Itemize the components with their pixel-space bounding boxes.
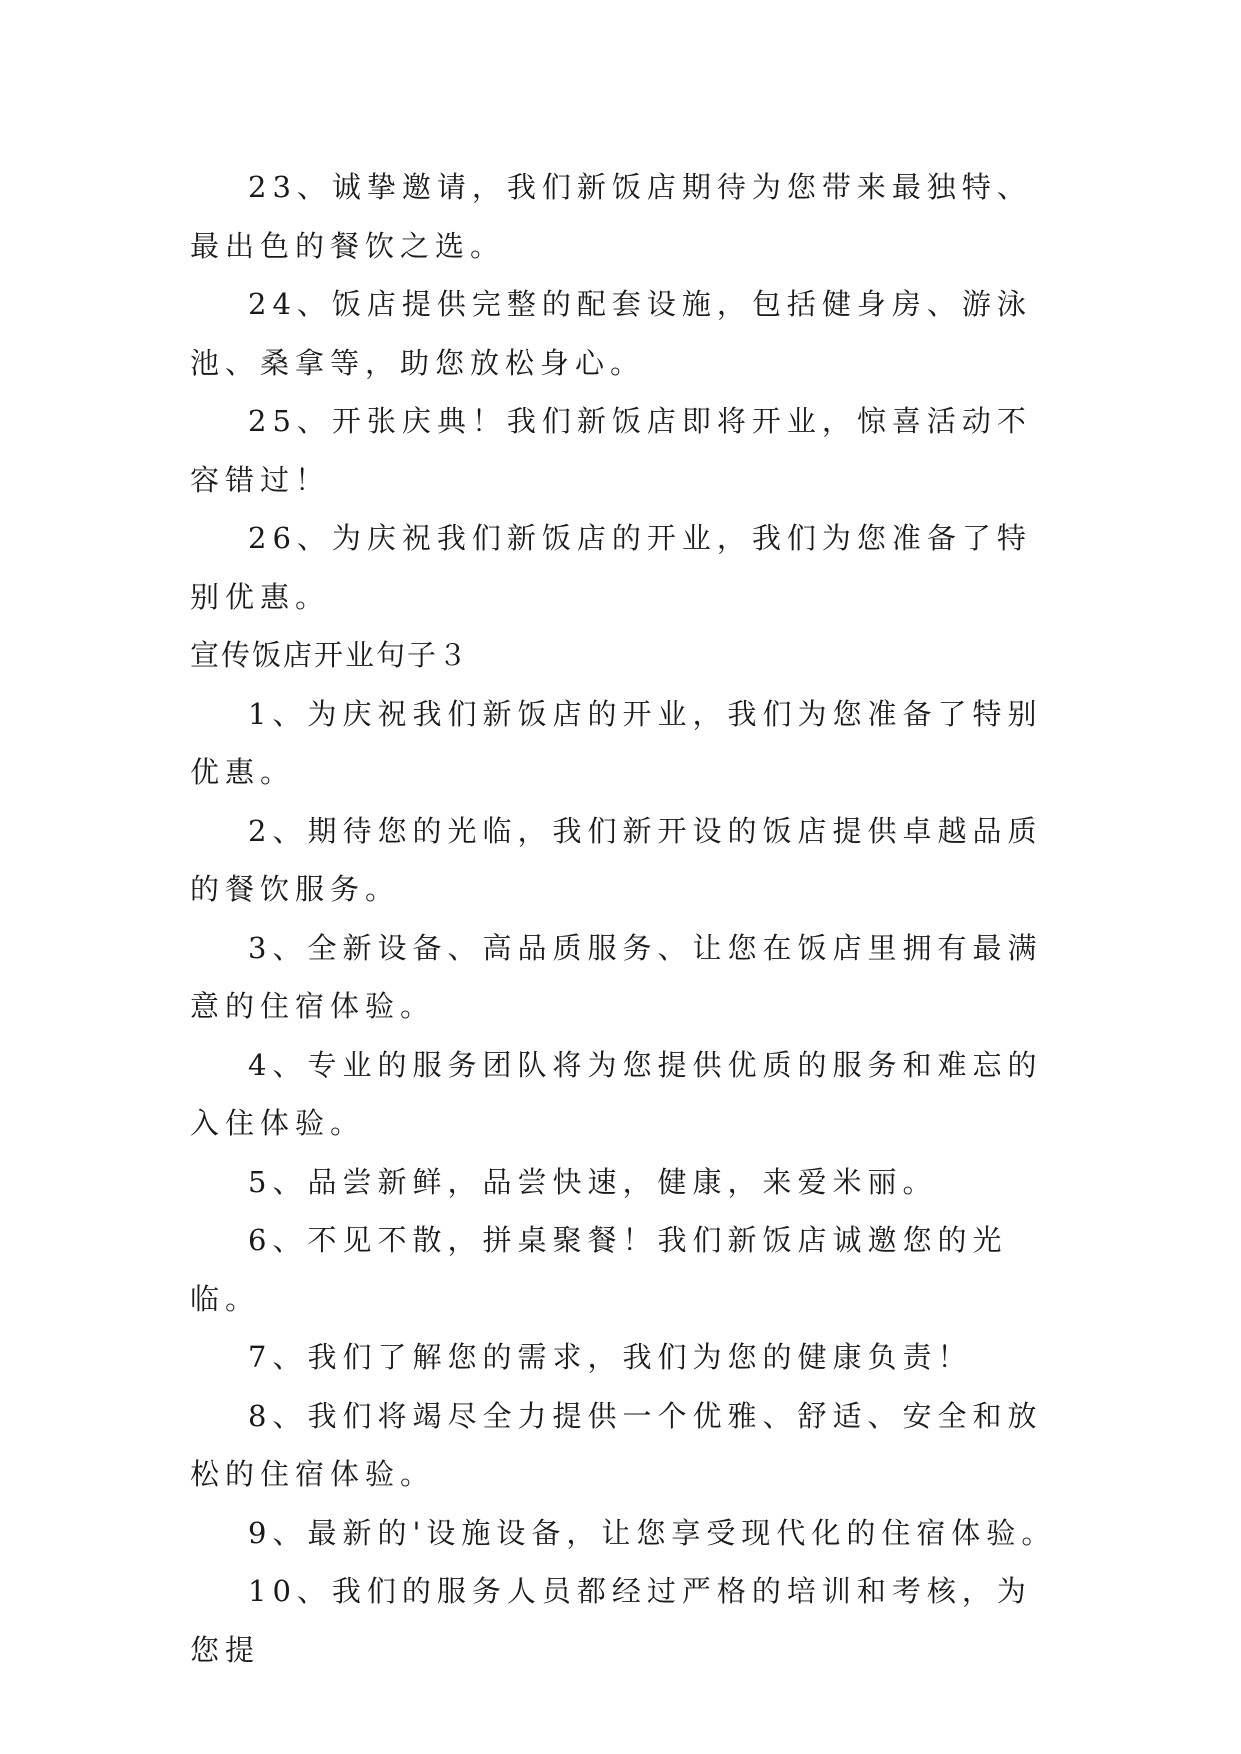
paragraph-4: 4、专业的服务团队将为您提供优质的服务和难忘的入住体验。 xyxy=(190,1047,1043,1140)
paragraph-9: 9、最新的'设施设备，让您享受现代化的住宿体验。 xyxy=(248,1515,1057,1550)
paragraph-25: 25、开张庆典！我们新饭店即将开业，惊喜活动不容错过！ xyxy=(190,404,1032,497)
paragraph-6: 6、不见不散，拼桌聚餐！我们新饭店诚邀您的光临。 xyxy=(190,1223,1008,1316)
paragraph-26: 26、为庆祝我们新饭店的开业，我们为您准备了特别优惠。 xyxy=(190,521,1032,614)
paragraph-2: 2、期待您的光临，我们新开设的饭店提供卓越品质的餐饮服务。 xyxy=(190,813,1043,906)
paragraph-5: 5、品尝新鲜，品尝快速，健康，来爱米丽。 xyxy=(248,1164,938,1199)
paragraph-24: 24、饭店提供完整的配套设施，包括健身房、游泳池、桑拿等，助您放松身心。 xyxy=(190,287,1032,380)
paragraph-8: 8、我们将竭尽全力提供一个优雅、舒适、安全和放松的住宿体验。 xyxy=(190,1398,1043,1491)
paragraph-23: 23、诚挚邀请，我们新饭店期待为您带来最独特、最出色的餐饮之选。 xyxy=(190,170,1032,263)
document-body xyxy=(190,158,1060,1679)
paragraph-10: 10、我们的服务人员都经过严格的培训和考核，为您提 xyxy=(190,1574,1032,1667)
section-heading: 宣传饭店开业句子３ xyxy=(190,638,470,672)
paragraph-7: 7、我们了解您的需求，我们为您的健康负责！ xyxy=(248,1340,973,1374)
paragraph-3: 3、全新设备、高品质服务、让您在饭店里拥有最满意的住宿体验。 xyxy=(190,930,1043,1023)
paragraph-1: 1、为庆祝我们新饭店的开业，我们为您准备了特别优惠。 xyxy=(190,696,1043,789)
